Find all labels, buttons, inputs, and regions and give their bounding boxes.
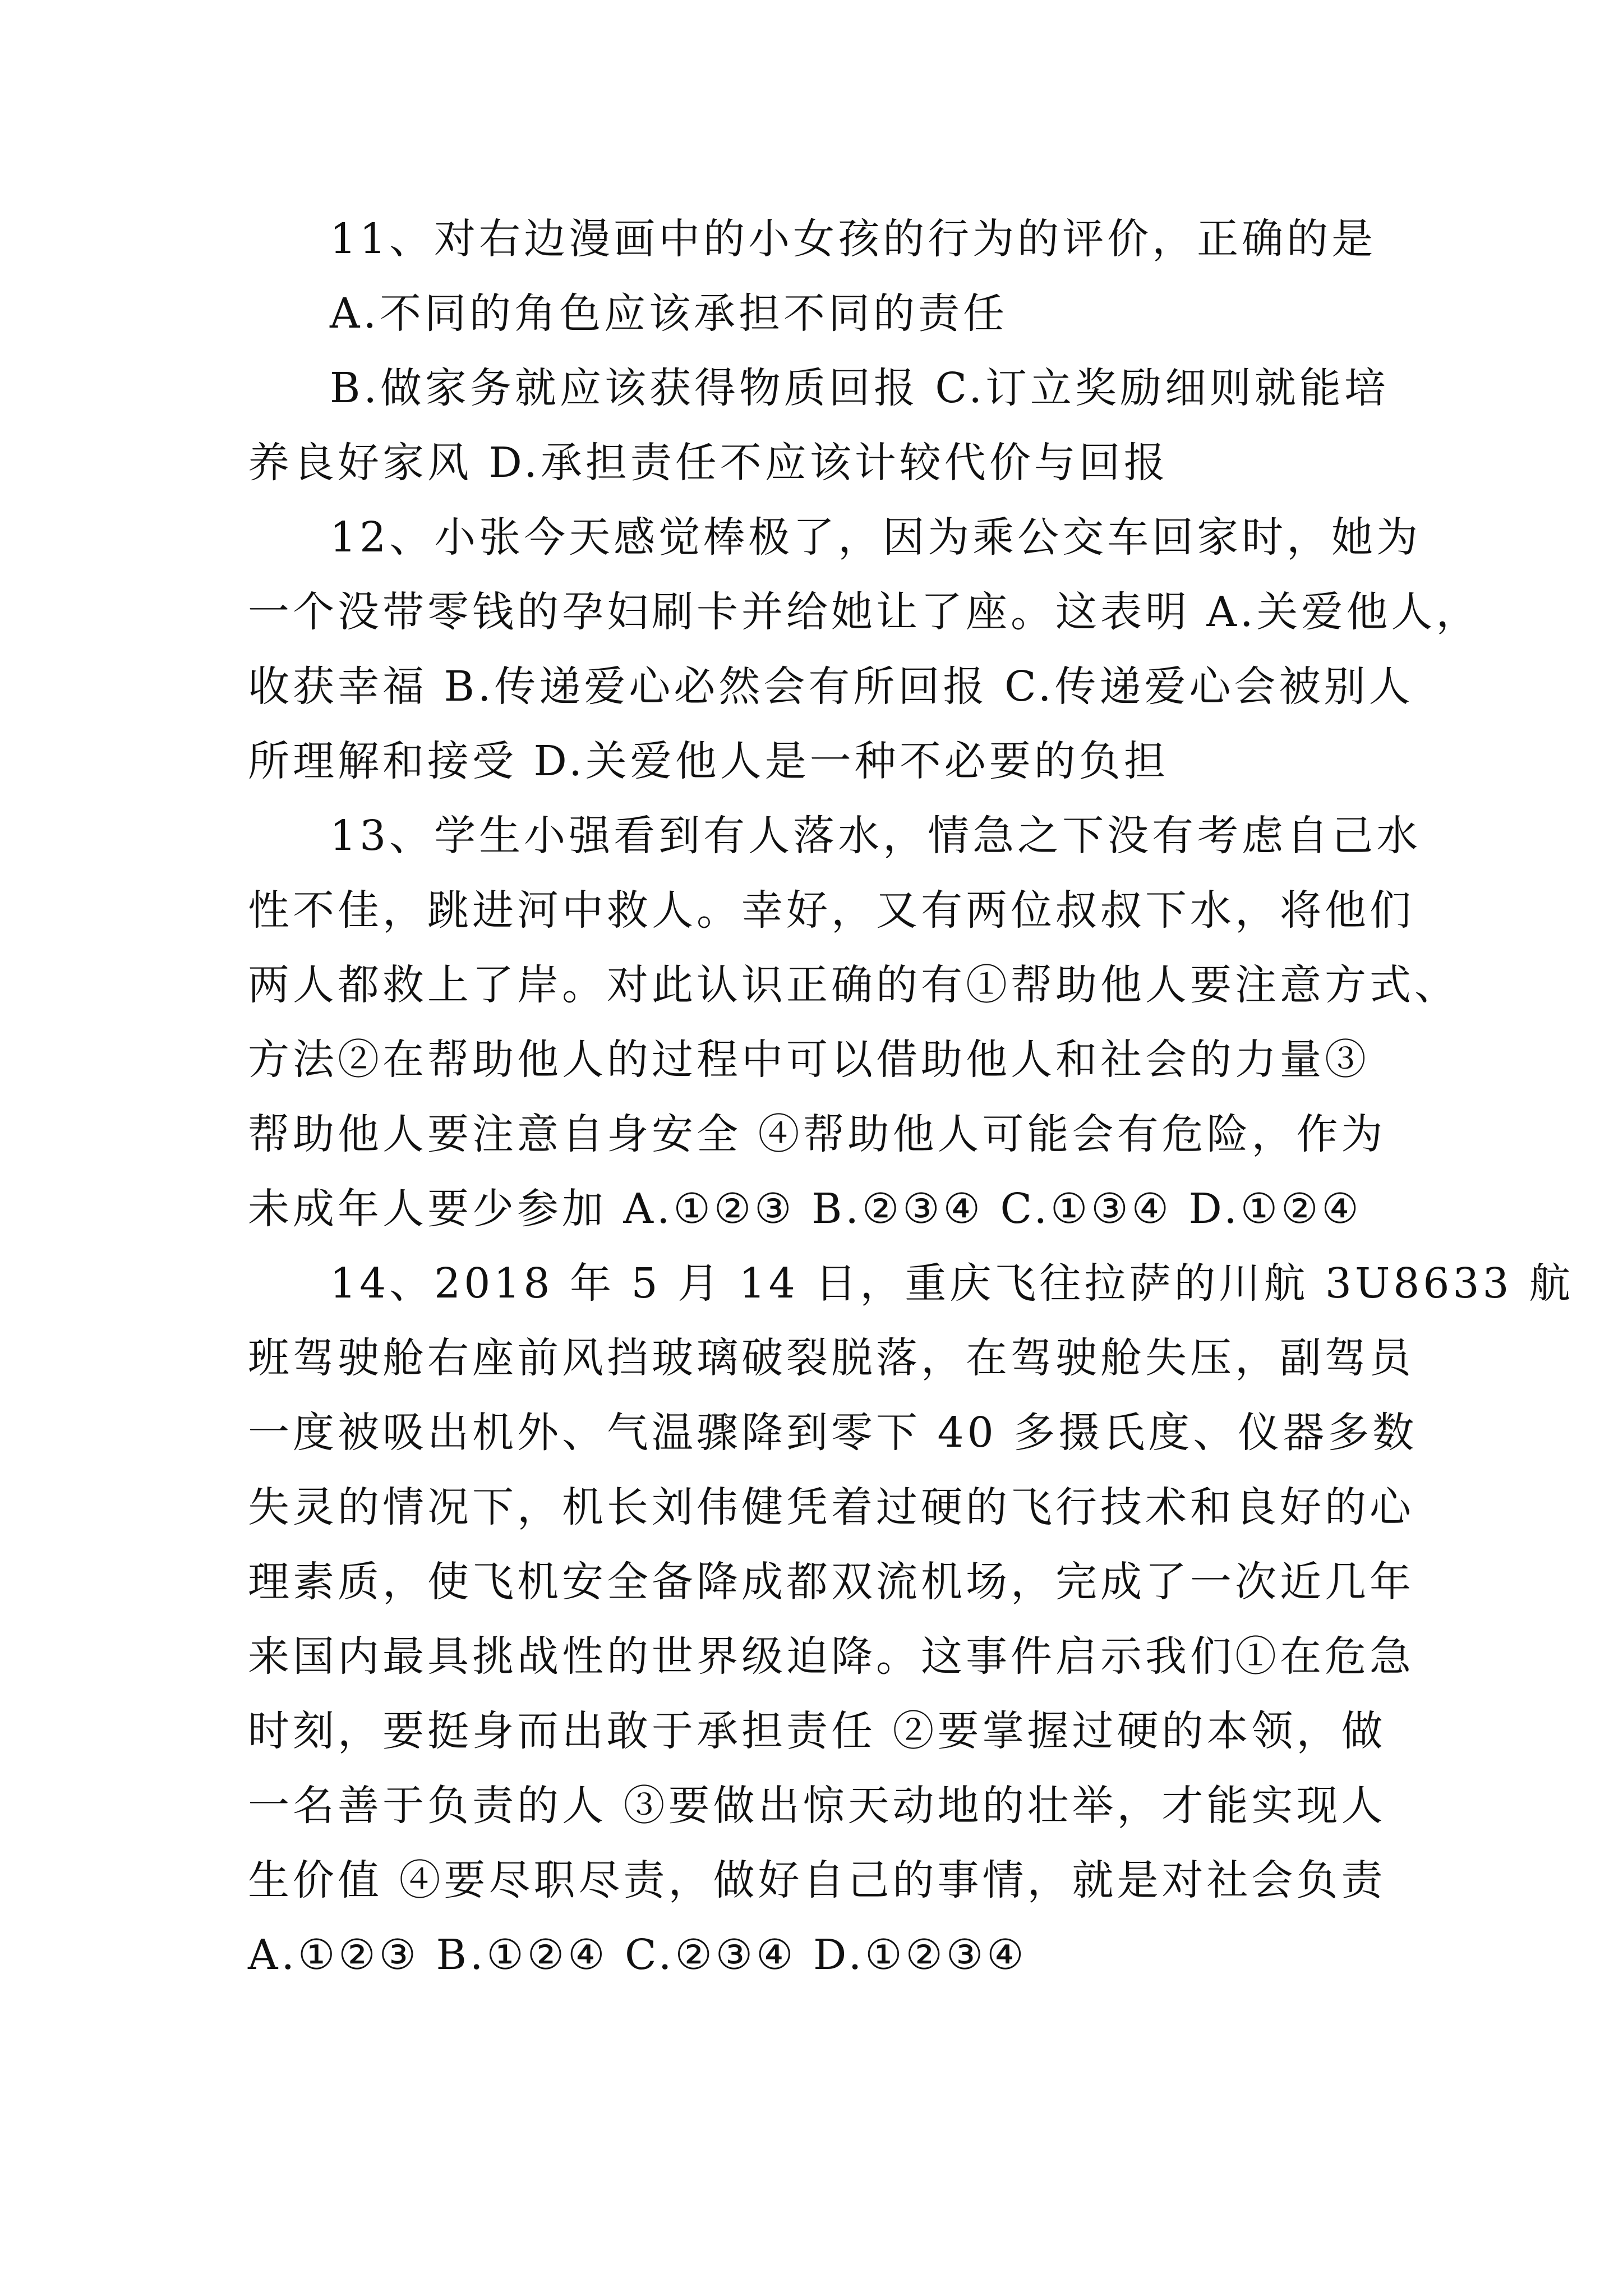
q13-stem-cont-1: 性不佳，跳进河中救人。幸好，又有两位叔叔下水，将他们 bbox=[248, 886, 1414, 935]
q14-stem-cont-4: 理素质，使飞机安全备降成都双流机场，完成了一次近几年 bbox=[248, 1558, 1414, 1606]
q11-options-b-c: B.做家务就应该获得物质回报 C.订立奖励细则就能培 bbox=[330, 364, 1389, 412]
q14-options: A.①②③ B.①②④ C.②③④ D.①②③④ bbox=[248, 1931, 1027, 1979]
q12-stem-cont: 一个没带零钱的孕妇刷卡并给她让了座。这表明 A.关爱他人， bbox=[248, 588, 1481, 636]
q13-stem-cont-4: 帮助他人要注意自身安全 ④帮助他人可能会有危险，作为 bbox=[248, 1110, 1386, 1158]
q13-stem: 13、学生小强看到有人落水，情急之下没有考虑自己水 bbox=[330, 812, 1422, 860]
q14-stem-cont-6: 时刻，要挺身而出敢于承担责任 ②要掌握过硬的本领，做 bbox=[248, 1707, 1386, 1755]
q13-stem-cont-3: 方法②在帮助他人的过程中可以借助他人和社会的力量③ bbox=[248, 1036, 1370, 1084]
q11-option-a: A.不同的角色应该承担不同的责任 bbox=[330, 289, 1008, 338]
q12-options-a-c: 收获幸福 B.传递爱心必然会有所回报 C.传递爱心会被别人 bbox=[248, 662, 1414, 711]
q14-stem-cont-8: 生价值 ④要尽职尽责，做好自己的事情，就是对社会负责 bbox=[248, 1856, 1386, 1904]
q11-stem: 11、对右边漫画中的小女孩的行为的评价，正确的是 bbox=[330, 215, 1377, 263]
q12-stem: 12、小张今天感觉棒极了，因为乘公交车回家时，她为 bbox=[330, 513, 1422, 562]
q13-stem-cont-2: 两人都救上了岸。对此认识正确的有①帮助他人要注意方式、 bbox=[248, 961, 1459, 1009]
q11-options-c-d: 养良好家风 D.承担责任不应该计较代价与回报 bbox=[248, 439, 1169, 487]
q14-stem-cont-7: 一名善于负责的人 ③要做出惊天动地的壮举，才能实现人 bbox=[248, 1782, 1386, 1830]
q14-stem-cont-2: 一度被吸出机外、气温骤降到零下 40 多摄氏度、仪器多数 bbox=[248, 1409, 1418, 1457]
q14-stem-cont-5: 来国内最具挑战性的世界级迫降。这事件启示我们①在危急 bbox=[248, 1632, 1414, 1681]
q14-stem: 14、2018 年 5 月 14 日，重庆飞往拉萨的川航 3U8633 航 bbox=[330, 1259, 1574, 1308]
question-text-block bbox=[248, 202, 1574, 1993]
q13-options: 未成年人要少参加 A.①②③ B.②③④ C.①③④ D.①②④ bbox=[248, 1185, 1362, 1233]
q12-options-c-d: 所理解和接受 D.关爱他人是一种不必要的负担 bbox=[248, 737, 1169, 785]
q14-stem-cont-1: 班驾驶舱右座前风挡玻璃破裂脱落，在驾驶舱失压，副驾员 bbox=[248, 1334, 1414, 1382]
q14-stem-cont-3: 失灵的情况下，机长刘伟健凭着过硬的飞行技术和良好的心 bbox=[248, 1483, 1414, 1531]
